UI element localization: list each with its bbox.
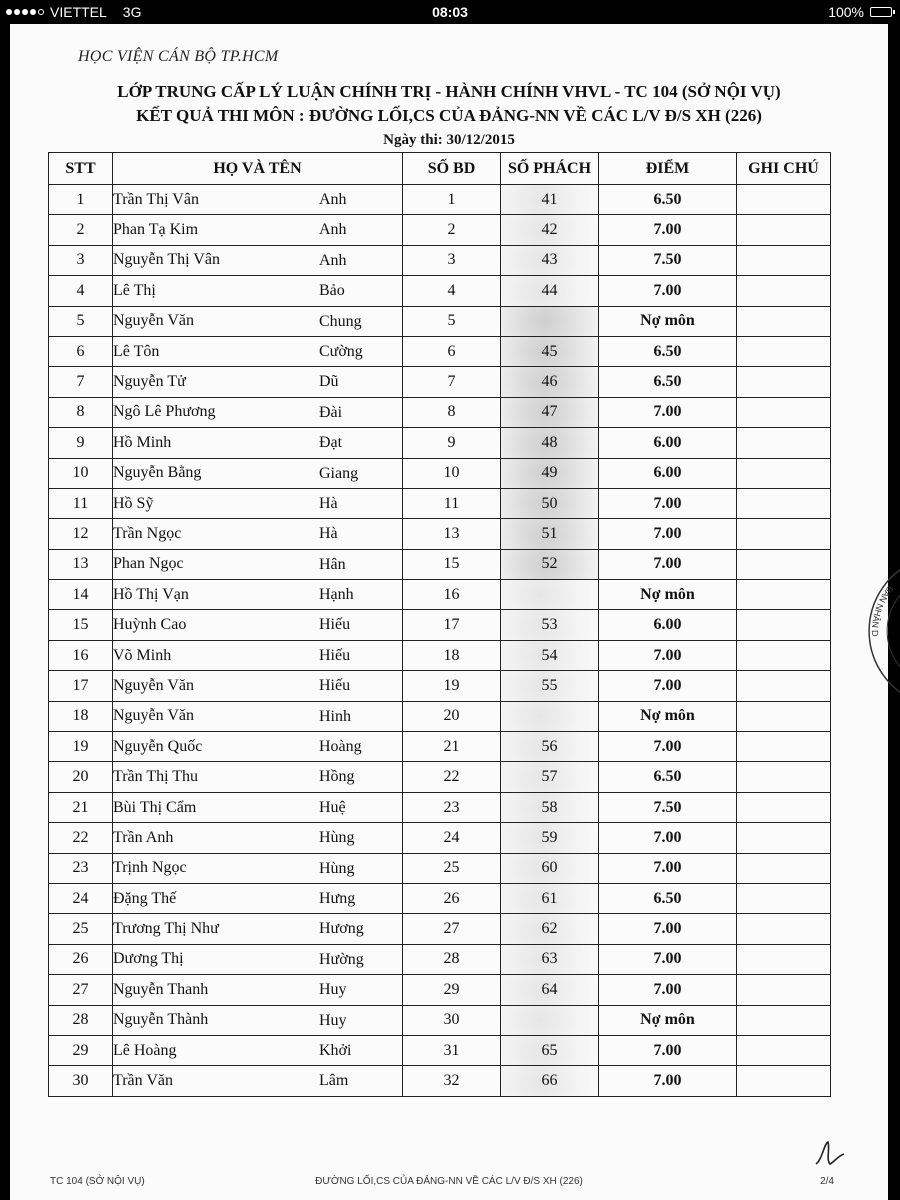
row-family-name: Phan Tạ Kim [113,221,199,239]
class-title: LỚP TRUNG CẤP LÝ LUẬN CHÍNH TRỊ - HÀNH CHÍNH VHVL - TC 104 (SỞ NỘI VỤ) [117,82,781,101]
row-given-name: Hường [319,950,364,968]
row-stt: 6 [49,336,113,366]
row-sophach: 45 [501,336,599,366]
table-row [49,762,831,792]
header-diem: ĐIỂM [599,153,737,185]
row-given-name: Hà [319,525,338,543]
row-sbd: 26 [403,883,501,913]
row-sophach: 58 [501,792,599,822]
row-ghichu [737,701,831,731]
table-row [49,245,831,275]
row-family-name: Phan Ngọc [113,555,184,573]
row-name [113,732,403,762]
row-given-name: Chung [319,312,362,330]
row-diem: 6.00 [599,428,737,458]
row-sophach [501,1005,599,1035]
row-ghichu [737,1066,831,1096]
table-header-row [49,153,831,185]
row-given-name: Đài [319,403,343,421]
row-diem: 6.50 [599,883,737,913]
row-diem: 6.00 [599,458,737,488]
row-given-name: Hương [319,920,364,938]
row-sophach: 53 [501,610,599,640]
row-name [113,671,403,701]
clock: 08:03 [432,4,468,20]
row-diem: 7.00 [599,640,737,670]
row-name [113,610,403,640]
row-name [113,215,403,245]
row-ghichu [737,853,831,883]
row-sophach: 64 [501,975,599,1005]
row-stt: 11 [49,488,113,518]
row-family-name: Trần Thị Vân [113,190,199,208]
row-sbd: 7 [403,367,501,397]
row-given-name: Hồng [319,768,355,786]
header-sophach: SỐ PHÁCH [501,153,599,185]
row-stt: 22 [49,823,113,853]
row-sophach: 41 [501,185,599,215]
row-sophach: 56 [501,732,599,762]
row-given-name: Khởi [319,1041,352,1059]
row-name [113,519,403,549]
row-sophach: 55 [501,671,599,701]
row-sbd: 15 [403,549,501,579]
table-row [49,640,831,670]
official-stamp [856,556,900,706]
row-ghichu [737,488,831,518]
row-given-name: Hinh [319,707,351,725]
row-family-name: Nguyễn Thanh [113,980,209,998]
table-row [49,549,831,579]
row-family-name: Lê Thị [113,281,156,299]
row-sbd: 32 [403,1066,501,1096]
row-given-name: Hiếu [319,646,351,664]
row-sbd: 20 [403,701,501,731]
row-ghichu [737,519,831,549]
row-name [113,336,403,366]
table-row [49,1066,831,1096]
row-stt: 10 [49,458,113,488]
row-given-name: Bảo [319,282,345,300]
row-sbd: 11 [403,488,501,518]
row-family-name: Trần Văn [113,1072,174,1090]
battery-percent: 100% [828,4,864,20]
table-row [49,732,831,762]
row-name [113,944,403,974]
row-family-name: Trương Thị Như [113,920,219,938]
row-name [113,245,403,275]
row-sbd: 2 [403,215,501,245]
row-given-name: Hạnh [319,586,354,604]
row-sbd: 18 [403,640,501,670]
row-ghichu [737,580,831,610]
row-given-name: Dũ [319,373,339,391]
row-sophach: 46 [501,367,599,397]
row-given-name: Hiếu [319,677,351,695]
row-sophach: 43 [501,245,599,275]
table-row [49,914,831,944]
footer-page-number: 2/4 [820,1176,834,1187]
row-diem: 6.00 [599,610,737,640]
battery-icon [870,7,892,17]
row-ghichu [737,428,831,458]
row-name [113,975,403,1005]
status-right [828,4,892,20]
row-family-name: Nguyễn Bằng [113,464,202,482]
row-name [113,185,403,215]
row-given-name: Hân [319,555,346,573]
row-family-name: Lê Tôn [113,342,160,360]
table-row [49,975,831,1005]
table-row [49,306,831,336]
row-name [113,276,403,306]
row-ghichu [737,823,831,853]
row-sophach: 60 [501,853,599,883]
row-stt: 16 [49,640,113,670]
row-stt: 27 [49,975,113,1005]
row-family-name: Nguyễn Thị Vân [113,251,220,269]
row-name [113,823,403,853]
table-row [49,367,831,397]
row-stt: 9 [49,428,113,458]
row-ghichu [737,215,831,245]
row-family-name: Nguyễn Văn [113,707,195,725]
row-stt: 24 [49,883,113,913]
row-stt: 29 [49,1035,113,1065]
row-diem: 7.00 [599,671,737,701]
table-row [49,488,831,518]
row-sbd: 31 [403,1035,501,1065]
row-diem: 7.00 [599,549,737,579]
row-sbd: 27 [403,914,501,944]
row-family-name: Dương Thị [113,950,184,968]
status-bar [0,0,900,24]
row-sophach: 66 [501,1066,599,1096]
table-row [49,610,831,640]
row-ghichu [737,276,831,306]
table-row [49,185,831,215]
row-name [113,1066,403,1096]
table-row [49,671,831,701]
table-row [49,458,831,488]
row-given-name: Hùng [319,859,355,877]
row-sbd: 24 [403,823,501,853]
row-ghichu [737,944,831,974]
table-row [49,1035,831,1065]
row-family-name: Trần Anh [113,828,174,846]
row-name [113,640,403,670]
table-row [49,397,831,427]
row-diem: 7.00 [599,914,737,944]
row-sophach: 47 [501,397,599,427]
row-ghichu [737,185,831,215]
document-page[interactable] [10,24,896,1200]
header-ghichu: GHI CHÚ [737,153,831,185]
row-diem: 7.50 [599,245,737,275]
carrier-label: VIETTEL [50,4,107,20]
row-sbd: 28 [403,944,501,974]
row-name [113,306,403,336]
row-stt: 1 [49,185,113,215]
row-family-name: Đặng Thế [113,889,177,907]
row-sbd: 29 [403,975,501,1005]
row-sbd: 4 [403,276,501,306]
row-sophach: 42 [501,215,599,245]
row-name [113,458,403,488]
row-sophach: 62 [501,914,599,944]
row-ghichu [737,245,831,275]
row-family-name: Trần Ngọc [113,524,182,542]
row-given-name: Anh [319,251,347,269]
table-row [49,580,831,610]
row-name [113,792,403,822]
header-sbd: SỐ BD [403,153,501,185]
row-family-name: Huỳnh Cao [113,616,187,634]
row-given-name: Huy [319,981,347,999]
row-family-name: Nguyễn Văn [113,312,195,330]
row-sbd: 23 [403,792,501,822]
footer-center: ĐƯỜNG LỐI,CS CỦA ĐẢNG-NN VỀ CÁC L/V Đ/S XH (226) [315,1176,583,1187]
row-ghichu [737,336,831,366]
row-sophach: 65 [501,1035,599,1065]
row-ghichu [737,792,831,822]
row-sbd: 9 [403,428,501,458]
row-name [113,701,403,731]
row-ghichu [737,549,831,579]
row-ghichu [737,458,831,488]
results-table [48,152,831,1097]
row-name [113,853,403,883]
exam-title: KẾT QUẢ THI MÔN : ĐƯỜNG LỐI,CS CỦA ĐẢNG-NN VỀ CÁC L/V Đ/S XH (226) [136,106,762,125]
row-ghichu [737,306,831,336]
row-family-name: Nguyễn Tử [113,373,186,391]
row-diem: 7.50 [599,792,737,822]
table-row [49,792,831,822]
row-stt: 14 [49,580,113,610]
row-ghichu [737,610,831,640]
row-family-name: Hồ Thị Vạn [113,585,189,603]
row-stt: 28 [49,1005,113,1035]
row-given-name: Hùng [319,829,355,847]
row-sophach [501,580,599,610]
row-sophach: 57 [501,762,599,792]
row-stt: 18 [49,701,113,731]
row-given-name: Hà [319,494,338,512]
row-sophach: 52 [501,549,599,579]
row-sbd: 25 [403,853,501,883]
row-diem: 7.00 [599,823,737,853]
table-row [49,1005,831,1035]
row-family-name: Ngô Lê Phương [113,403,216,421]
row-name [113,428,403,458]
row-name [113,1005,403,1035]
row-stt: 12 [49,519,113,549]
row-family-name: Trịnh Ngọc [113,859,187,877]
svg-text:BAN NHÂN D: BAN NHÂN D [869,583,896,637]
row-diem: 6.50 [599,336,737,366]
row-sophach: 51 [501,519,599,549]
row-stt: 25 [49,914,113,944]
row-diem: 7.00 [599,975,737,1005]
table-row [49,215,831,245]
organization-name: HỌC VIỆN CÁN BỘ TP.HCM [78,48,279,65]
row-ghichu [737,762,831,792]
row-stt: 3 [49,245,113,275]
header-name: HỌ VÀ TÊN [113,153,403,185]
row-sophach: 49 [501,458,599,488]
row-ghichu [737,397,831,427]
row-sbd: 10 [403,458,501,488]
row-diem: 6.50 [599,185,737,215]
table-row [49,336,831,366]
row-sophach: 50 [501,488,599,518]
row-sbd: 6 [403,336,501,366]
row-sbd: 8 [403,397,501,427]
row-name [113,1035,403,1065]
row-sophach [501,701,599,731]
table-row [49,701,831,731]
row-name [113,580,403,610]
table-row [49,276,831,306]
row-stt: 4 [49,276,113,306]
row-name [113,914,403,944]
row-sophach: 59 [501,823,599,853]
row-diem: 7.00 [599,853,737,883]
row-family-name: Trần Thị Thu [113,768,199,786]
footer-left: TC 104 (SỞ NỘI VỤ) [50,1176,145,1187]
row-diem: Nợ môn [599,701,737,731]
table-row [49,519,831,549]
table-row [49,428,831,458]
row-given-name: Hiếu [319,616,351,634]
row-given-name: Hoàng [319,738,362,756]
row-ghichu [737,883,831,913]
row-stt: 17 [49,671,113,701]
row-stt: 15 [49,610,113,640]
row-stt: 8 [49,397,113,427]
row-sophach: 63 [501,944,599,974]
row-diem: Nợ môn [599,306,737,336]
row-ghichu [737,1035,831,1065]
row-diem: 7.00 [599,732,737,762]
table-row [49,823,831,853]
row-stt: 21 [49,792,113,822]
row-name [113,367,403,397]
row-sbd: 21 [403,732,501,762]
row-diem: 6.50 [599,367,737,397]
row-sbd: 16 [403,580,501,610]
row-name [113,762,403,792]
row-diem: 7.00 [599,1035,737,1065]
row-family-name: Lê Hoàng [113,1041,177,1059]
row-sbd: 22 [403,762,501,792]
row-ghichu [737,367,831,397]
row-stt: 5 [49,306,113,336]
row-given-name: Huy [319,1011,347,1029]
table-row [49,853,831,883]
row-family-name: Võ Minh [113,646,172,664]
row-sbd: 13 [403,519,501,549]
row-stt: 19 [49,732,113,762]
row-diem: Nợ môn [599,1005,737,1035]
row-given-name: Anh [319,191,347,208]
row-diem: 7.00 [599,215,737,245]
row-sophach: 61 [501,883,599,913]
row-ghichu [737,732,831,762]
row-family-name: Hồ Sỹ [113,494,154,512]
row-stt: 13 [49,549,113,579]
row-stt: 23 [49,853,113,883]
row-sophach: 48 [501,428,599,458]
row-sbd: 1 [403,185,501,215]
row-sophach [501,306,599,336]
network-label: 3G [122,4,142,20]
row-diem: 7.00 [599,488,737,518]
row-stt: 2 [49,215,113,245]
row-sophach: 54 [501,640,599,670]
exam-date: Ngày thi: 30/12/2015 [383,132,515,148]
row-given-name: Anh [319,221,347,239]
row-family-name: Nguyễn Văn [113,676,195,694]
row-diem: 6.50 [599,762,737,792]
row-name [113,883,403,913]
row-sbd: 5 [403,306,501,336]
row-ghichu [737,914,831,944]
row-sophach: 44 [501,276,599,306]
row-diem: Nợ môn [599,580,737,610]
row-given-name: Cường [319,342,363,360]
row-stt: 26 [49,944,113,974]
row-diem: 7.00 [599,276,737,306]
row-sbd: 3 [403,245,501,275]
row-stt: 20 [49,762,113,792]
row-given-name: Giang [319,464,359,482]
row-family-name: Hồ Minh [113,433,172,451]
row-name [113,488,403,518]
row-sbd: 19 [403,671,501,701]
row-diem: 7.00 [599,397,737,427]
row-diem: 7.00 [599,1066,737,1096]
row-diem: 7.00 [599,944,737,974]
row-given-name: Hưng [319,889,356,907]
row-name [113,397,403,427]
row-diem: 7.00 [599,519,737,549]
header-stt: STT [49,153,113,185]
row-ghichu [737,1005,831,1035]
row-sbd: 17 [403,610,501,640]
signature [810,1134,850,1174]
table-row [49,883,831,913]
row-given-name: Lâm [319,1072,349,1090]
row-ghichu [737,640,831,670]
row-ghichu [737,975,831,1005]
row-name [113,549,403,579]
row-stt: 30 [49,1066,113,1096]
row-family-name: Nguyễn Quốc [113,737,203,755]
row-given-name: Đạt [319,434,343,452]
row-family-name: Nguyễn Thành [113,1011,209,1029]
row-given-name: Huệ [319,798,346,816]
row-family-name: Bùi Thị Cẩm [113,798,197,816]
row-stt: 7 [49,367,113,397]
row-sbd: 30 [403,1005,501,1035]
row-ghichu [737,671,831,701]
table-row [49,944,831,974]
